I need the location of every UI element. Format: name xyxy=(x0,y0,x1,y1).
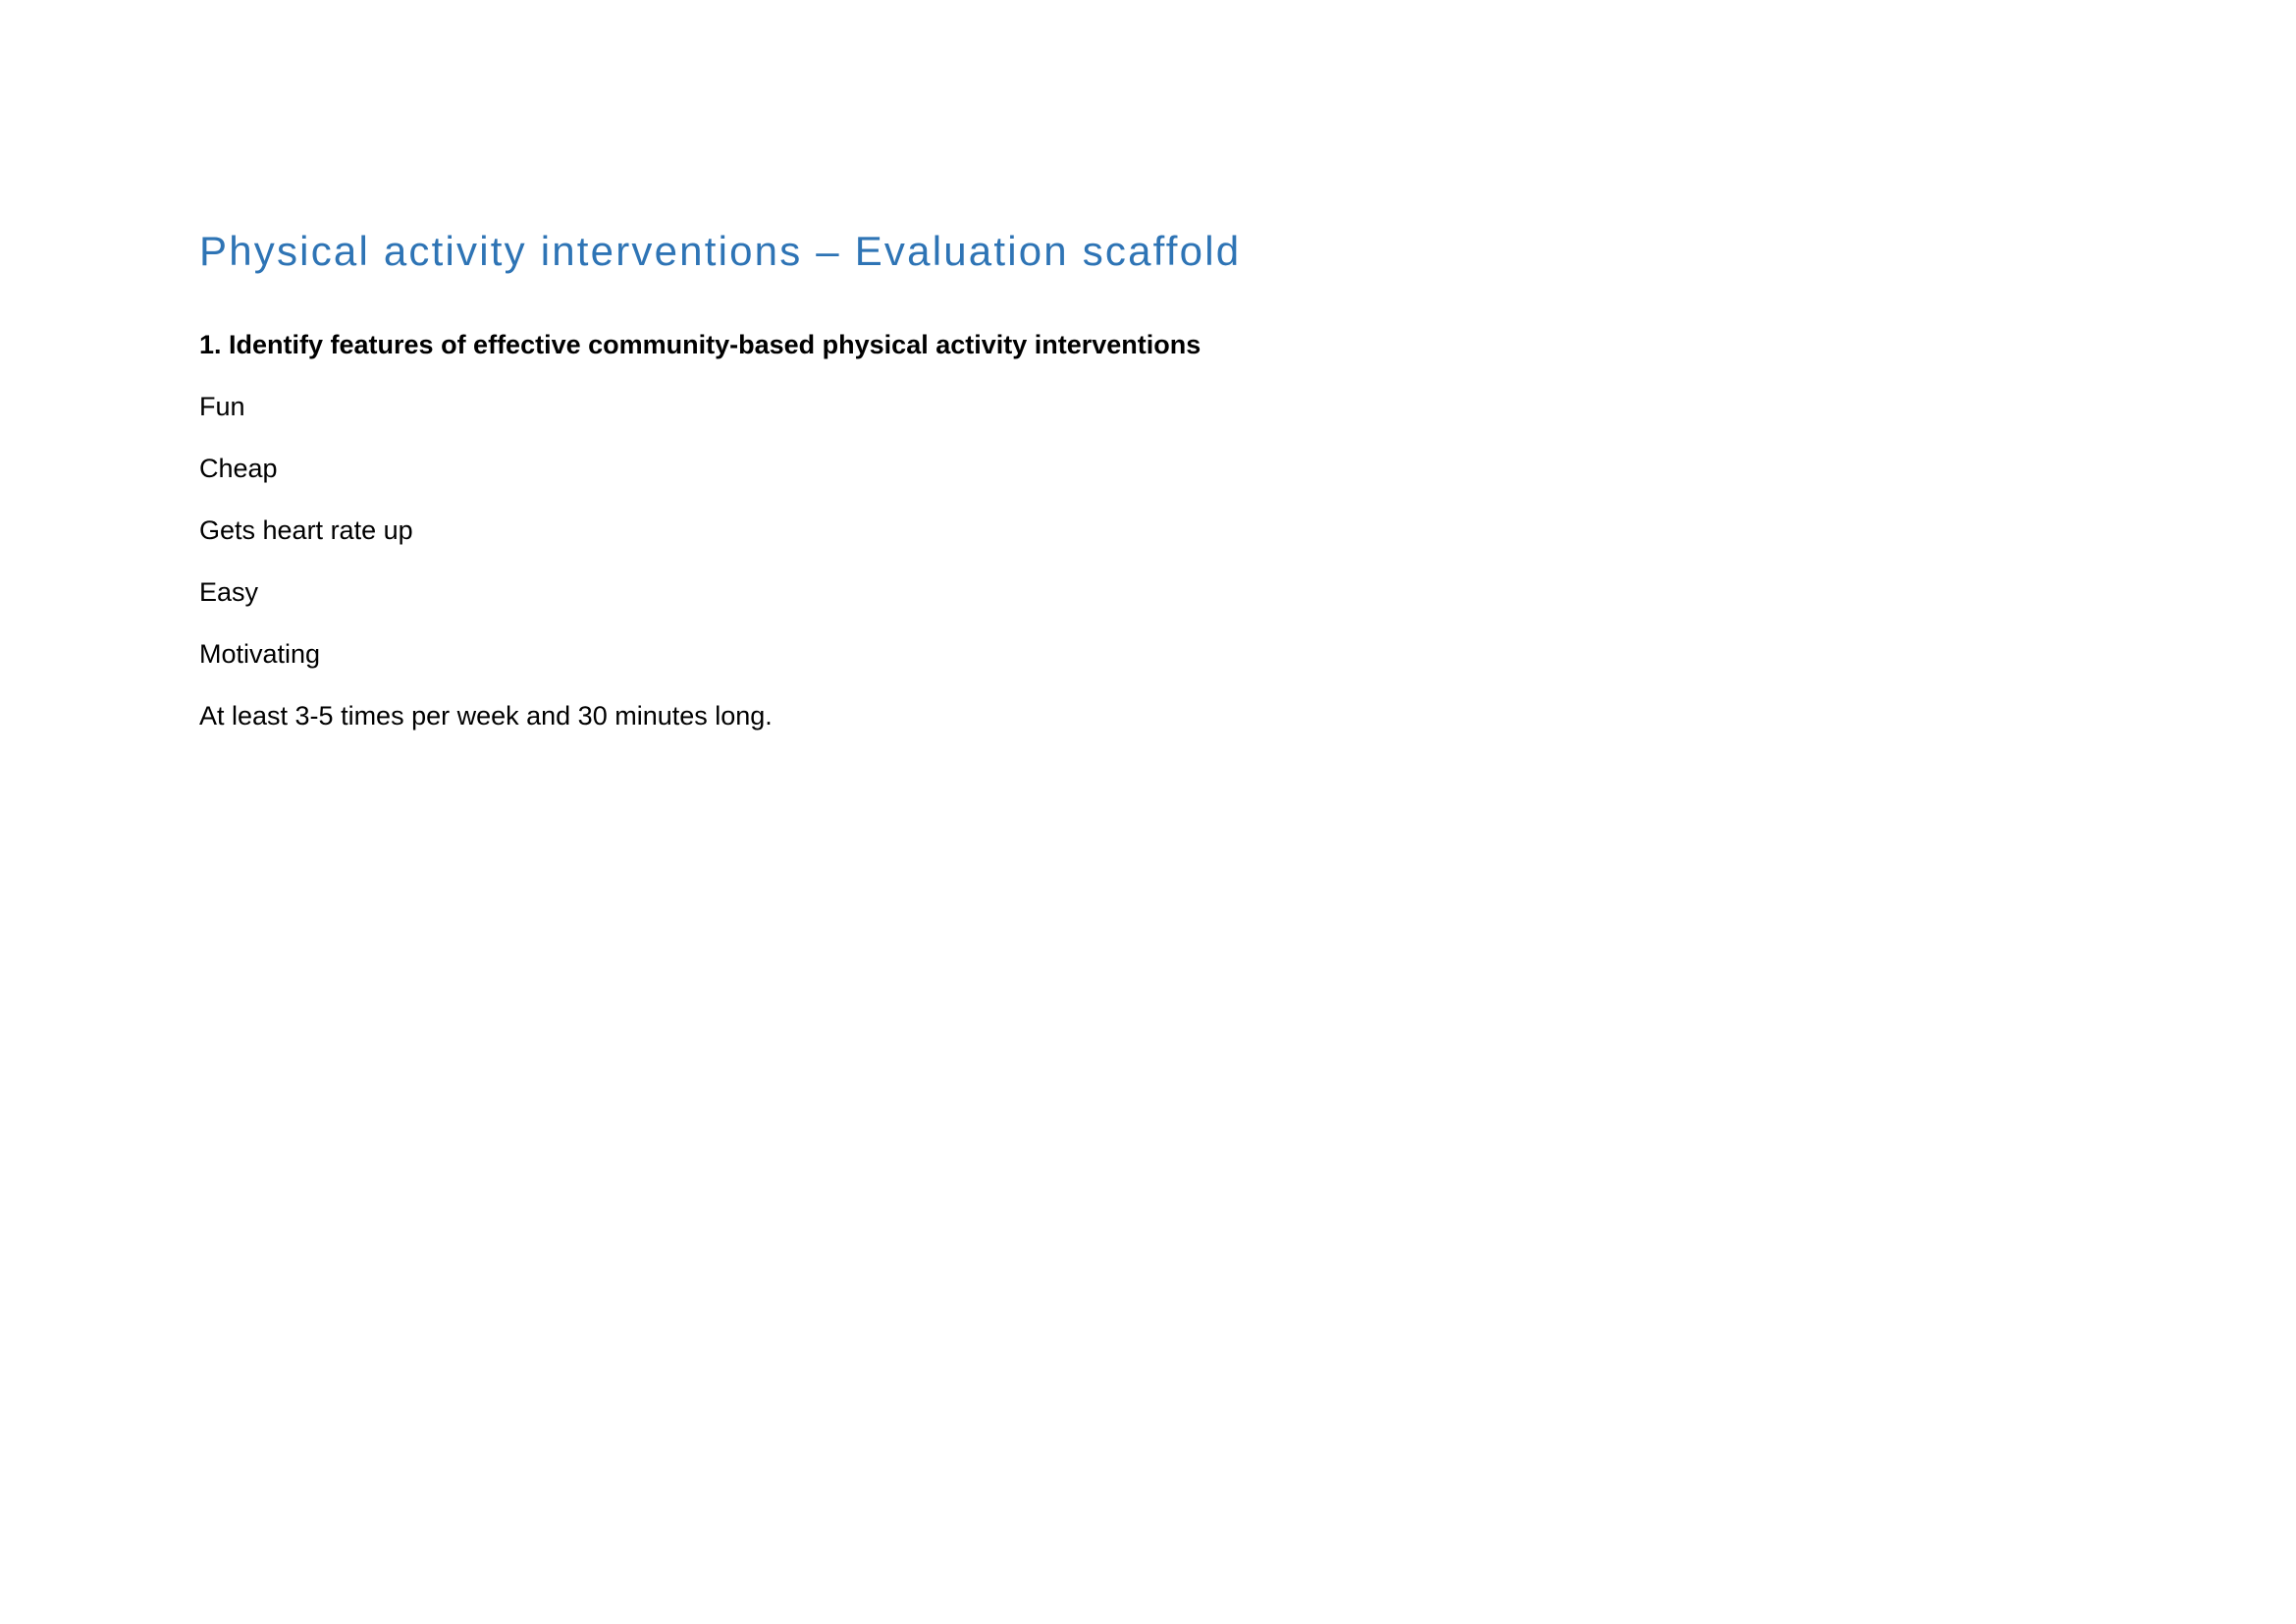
feature-item-frequency: At least 3-5 times per week and 30 minutes long. xyxy=(199,701,773,731)
document-title: Physical activity interventions – Evaluation scaffold xyxy=(199,228,1242,274)
feature-item-fun: Fun xyxy=(199,392,245,421)
section-heading: 1. Identify features of effective community-based physical activity interventions xyxy=(199,330,1201,359)
feature-item-motivating: Motivating xyxy=(199,639,321,669)
document-content xyxy=(199,222,2064,758)
feature-list xyxy=(199,387,2064,735)
feature-item-heart-rate: Gets heart rate up xyxy=(199,515,413,545)
feature-item-easy: Easy xyxy=(199,577,259,607)
feature-item-cheap: Cheap xyxy=(199,454,278,483)
